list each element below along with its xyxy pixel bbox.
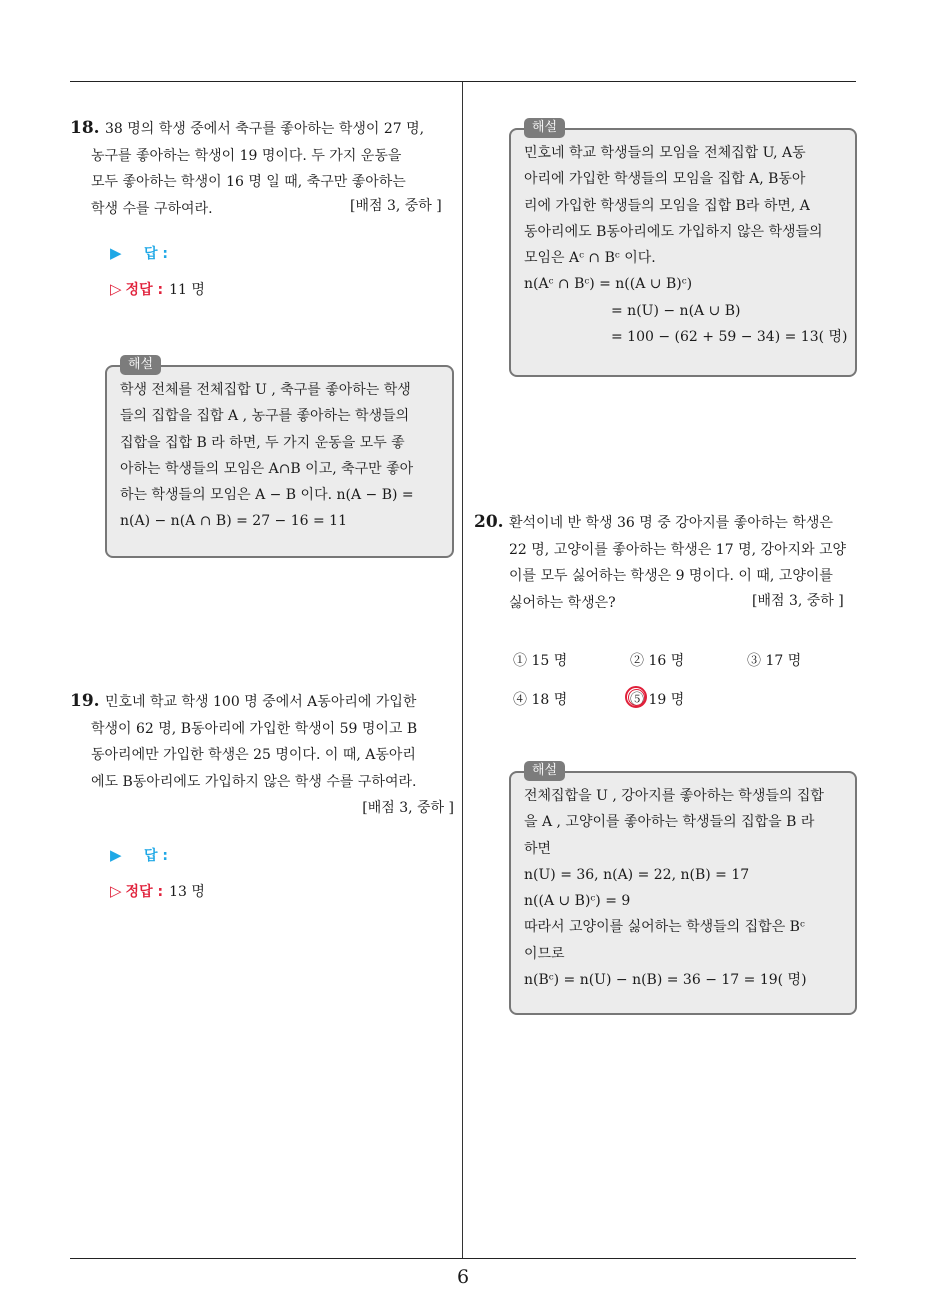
selected-inner-circle-icon: [628, 689, 645, 706]
question-line: 민호네 학교 학생 100 명 중에서 A동아리에 가입한: [105, 694, 417, 710]
score-18: [배점 3, 중하 ]: [350, 198, 442, 214]
choice-5[interactable]: ⑤ 19 명: [630, 692, 685, 708]
solution-tag: 해설: [524, 118, 565, 138]
solution-equation: = 100 − (62 + 59 − 34) = 13( 명): [611, 329, 848, 346]
question-19: [70, 689, 454, 822]
question-line: 동아리에만 가입한 학생은 25 명이다. 이 때, A동아리: [91, 747, 416, 763]
solution-box-19: [509, 120, 857, 377]
question-line: 농구를 좋아하는 학생이 19 명이다. 두 가지 운동을: [91, 147, 402, 164]
question-line: 학생이 62 명, B동아리에 가입한 학생이 59 명이고 B: [91, 720, 418, 737]
solution-line: 집합을 집합 B 라 하면, 두 가지 운동을 모두 좋: [120, 434, 405, 451]
question-number: 18.: [70, 118, 100, 138]
solution-line: 동아리에도 B동아리에도 가입하지 않은 학생들의: [524, 223, 823, 240]
score-19: [배점 3, 중하 ]: [362, 800, 454, 816]
top-rule: [70, 81, 856, 82]
answer-row-19: [110, 845, 168, 865]
correct-value: 13 명: [169, 884, 205, 900]
solution-line: 전체집합을 U , 강아지를 좋아하는 학생들의 집합: [524, 788, 824, 804]
solution-line: 하는 학생들의 모임은 A − B 이다. n(A − B) =: [120, 487, 414, 504]
question-line: 이를 모두 싫어하는 학생은 9 명이다. 이 때, 고양이를: [509, 568, 833, 584]
bottom-rule: [70, 1258, 856, 1259]
filled-triangle-icon: ▶: [110, 846, 122, 864]
solution-line: 이므로: [524, 945, 565, 962]
solution-box-20: [509, 763, 857, 1015]
outlined-triangle-icon: ▷: [110, 882, 122, 900]
solution-line: 을 A , 고양이를 좋아하는 학생들의 집합을 B 라: [524, 814, 815, 831]
solution-line: 아리에 가입한 학생들의 모임을 집합 A, B동아: [524, 171, 806, 188]
choice-1[interactable]: ① 15 명: [513, 653, 568, 669]
solution-line: 모임은 Aᶜ ∩ Bᶜ 이다.: [524, 250, 656, 267]
choice-3[interactable]: ③ 17 명: [747, 653, 802, 669]
solution-equation: = n(U) − n(A ∪ B): [611, 302, 741, 319]
correct-value: 11 명: [169, 282, 205, 298]
solution-tag: 해설: [524, 761, 565, 781]
solution-equation: n(Aᶜ ∩ Bᶜ) = n((A ∪ B)ᶜ): [524, 276, 693, 293]
solution-line: n(Bᶜ) = n(U) − n(B) = 36 − 17 = 19( 명): [524, 972, 807, 989]
choice-4[interactable]: ④ 18 명: [513, 692, 568, 708]
question-line: 싫어하는 학생은?: [509, 594, 616, 611]
answer-label: 답 :: [144, 848, 168, 864]
solution-line: 리에 가입한 학생들의 모임을 집합 B라 하면, A: [524, 197, 810, 214]
question-number: 20.: [474, 512, 504, 532]
outlined-triangle-icon: ▷: [110, 280, 122, 298]
solution-line: 하면: [524, 840, 552, 857]
solution-line: 학생 전체를 전체집합 U , 축구를 좋아하는 학생: [120, 382, 411, 398]
answer-row-18: [110, 243, 168, 263]
question-line: 22 명, 고양이를 좋아하는 학생은 17 명, 강아지와 고양: [509, 541, 847, 558]
page-number: 6: [456, 1266, 470, 1288]
solution-tag: 해설: [120, 355, 161, 375]
column-divider: [462, 82, 463, 1258]
choice-2[interactable]: ② 16 명: [630, 653, 685, 669]
question-line: 학생 수를 구하여라.: [91, 200, 213, 217]
correct-label: 정답 :: [125, 884, 164, 900]
solution-line: 아하는 학생들의 모임은 A∩B 이고, 축구만 좋아: [120, 460, 414, 477]
solution-line: n(U) = 36, n(A) = 22, n(B) = 17: [524, 866, 750, 883]
solution-line: 들의 집합을 집합 A , 농구를 좋아하는 학생들의: [120, 408, 410, 425]
solution-line: n((A ∪ B)ᶜ) = 9: [524, 893, 631, 910]
solution-line: 민호네 학교 학생들의 모임을 전체집합 U, A동: [524, 145, 806, 161]
correct-row-19: [110, 881, 205, 901]
solution-line: 따라서 고양이를 싫어하는 학생들의 집합은 Bᶜ: [524, 919, 805, 936]
question-line: 환석이네 반 학생 36 명 중 강아지를 좋아하는 학생은: [509, 515, 833, 531]
question-line: 에도 B동아리에도 가입하지 않은 학생 수를 구하여라.: [91, 773, 417, 790]
correct-row-18: [110, 279, 205, 299]
answer-label: 답 :: [144, 246, 168, 262]
filled-triangle-icon: ▶: [110, 244, 122, 262]
question-line: 38 명의 학생 중에서 축구를 좋아하는 학생이 27 명,: [105, 121, 425, 137]
question-number: 19.: [70, 691, 100, 711]
correct-label: 정답 :: [125, 282, 164, 298]
solution-box-18: [105, 357, 454, 558]
question-line: 모두 좋아하는 학생이 16 명 일 때, 축구만 좋아하는: [91, 174, 406, 190]
score-20: [배점 3, 중하 ]: [752, 593, 844, 609]
solution-line: n(A) − n(A ∩ B) = 27 − 16 = 11: [120, 513, 347, 530]
